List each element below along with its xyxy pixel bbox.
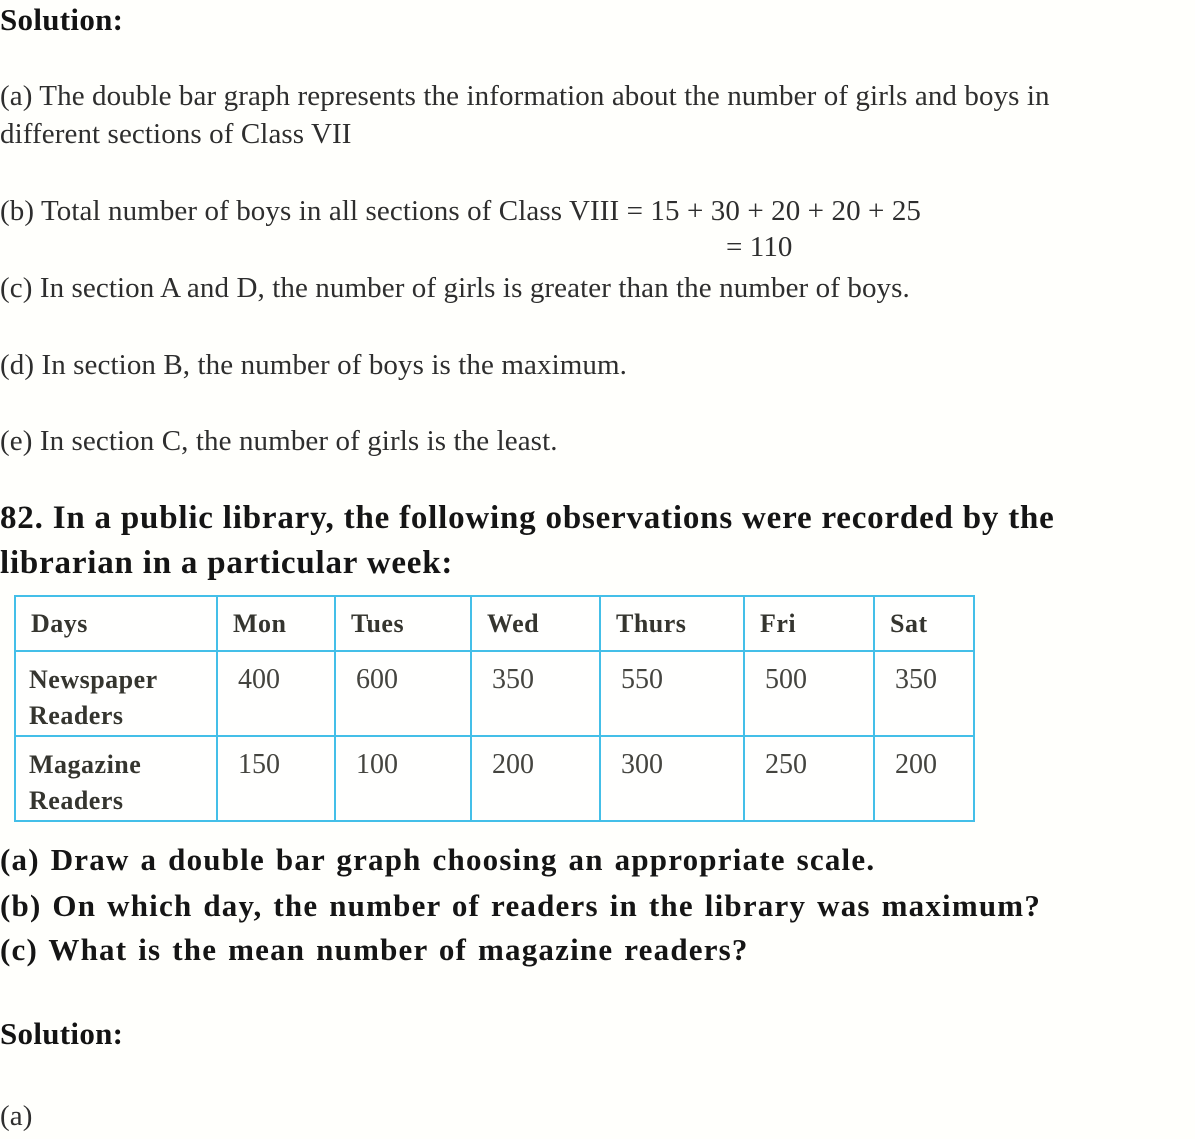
answer-e: (e) In section C, the number of girls is the least. <box>0 425 558 457</box>
answer-b-equation: (b) Total number of boys in all sections of Class VIII = 15 + 30 + 20 + 20 + 25 <box>0 195 922 227</box>
answer-a-line-2: different sections of Class VII <box>0 118 352 150</box>
col-header-tues: Tues <box>335 596 471 651</box>
cell-magazine-fri: 250 <box>744 736 874 821</box>
col-header-wed: Wed <box>471 596 600 651</box>
question-82-part-b: (b) On which day, the number of readers in the library was maximum? <box>0 888 1042 923</box>
answer-c: (c) In section A and D, the number of girls is greater than the number of boys. <box>0 272 910 304</box>
solution-heading-2: Solution: <box>0 1016 124 1051</box>
question-82-part-c: (c) What is the mean number of magazine readers? <box>0 932 749 967</box>
cell-newspaper-thurs: 550 <box>600 651 744 736</box>
solution2-part-a-label: (a) <box>0 1100 33 1132</box>
col-header-fri: Fri <box>744 596 874 651</box>
cell-magazine-sat: 200 <box>874 736 974 821</box>
table-row-magazine-readers <box>15 736 974 821</box>
cell-newspaper-tues: 600 <box>335 651 471 736</box>
cell-newspaper-mon: 400 <box>217 651 335 736</box>
solution-heading-1: Solution: <box>0 2 124 37</box>
question-82-part-a: (a) Draw a double bar graph choosing an appropriate scale. <box>0 842 876 877</box>
answer-d: (d) In section B, the number of boys is the maximum. <box>0 349 627 381</box>
cell-magazine-wed: 200 <box>471 736 600 821</box>
col-header-days: Days <box>15 596 217 651</box>
library-readers-table <box>14 595 975 822</box>
cell-newspaper-fri: 500 <box>744 651 874 736</box>
col-header-mon: Mon <box>217 596 335 651</box>
cell-newspaper-wed: 350 <box>471 651 600 736</box>
cell-magazine-mon: 150 <box>217 736 335 821</box>
row-label-magazine-readers: Magazine Readers <box>15 736 217 821</box>
answer-a-line-1: (a) The double bar graph represents the information about the number of girls and boys in <box>0 80 1050 112</box>
question-82-line-1: 82. In a public library, the following observations were recorded by the <box>0 500 1055 536</box>
cell-magazine-thurs: 300 <box>600 736 744 821</box>
row-label-newspaper-readers: Newspaper Readers <box>15 651 217 736</box>
answer-b-result: = 110 <box>726 231 793 263</box>
question-82-line-2: librarian in a particular week: <box>0 545 454 581</box>
cell-newspaper-sat: 350 <box>874 651 974 736</box>
col-header-thurs: Thurs <box>600 596 744 651</box>
table-header-row <box>15 596 974 651</box>
cell-magazine-tues: 100 <box>335 736 471 821</box>
table-row-newspaper-readers <box>15 651 974 736</box>
col-header-sat: Sat <box>874 596 974 651</box>
